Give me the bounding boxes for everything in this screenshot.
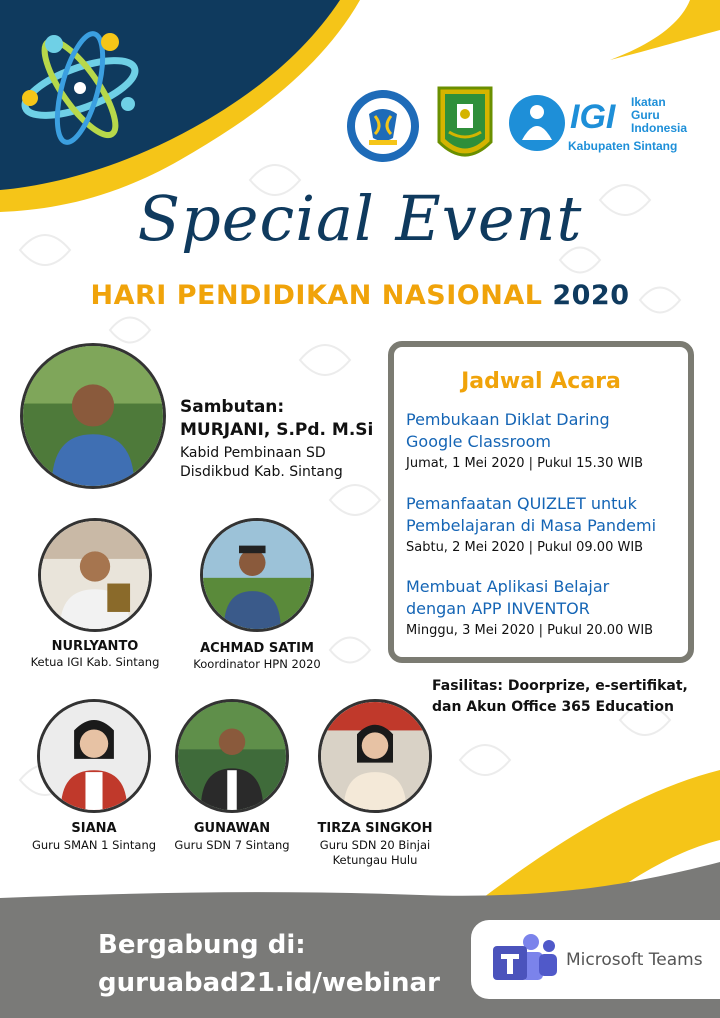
keynote-label: Sambutan: [180,397,285,417]
person-photo-icon [41,521,149,629]
schedule-time: Minggu, 3 Mei 2020 | Pukul 20.00 WIB [406,623,654,638]
join-label: Bergabung di: [98,930,306,960]
speaker-photo [200,518,314,632]
speaker-role: Guru SMAN 1 Sintang [31,838,157,852]
schedule-title: Jadwal Acara [461,369,621,394]
igi-line-1: Ikatan [631,95,666,109]
igi-line-3: Indonesia [631,121,688,135]
speaker-role: Ketua IGI Kab. Sintang [30,655,160,669]
igi-mark: IGI [570,98,616,136]
speaker-name: NURLYANTO [51,639,139,654]
join-url[interactable]: guruabad21.id/webinar [98,968,440,998]
speaker-photo [38,518,152,632]
igi-line-4: Kabupaten Sintang [568,139,678,153]
speaker-name: ACHMAD SATIM [200,641,314,656]
speaker-role: Guru SDN 7 Sintang [174,838,290,852]
speaker-photo [37,699,151,813]
teams-label: Microsoft Teams [566,950,703,970]
schedule-box [388,341,694,663]
speaker-name: TIRZA SINGKOH [317,821,433,836]
speaker-role: Koordinator HPN 2020 [193,657,321,671]
facilities-line: Fasilitas: Doorprize, e-sertifikat, [432,678,688,694]
speaker-role-line: Guru SDN 20 Binjai [319,838,431,852]
schedule-item [406,493,688,555]
join-info [98,926,440,1002]
speaker-name: GUNAWAN [193,821,271,836]
person-photo-icon [178,702,286,810]
tut-wuri-handayani-logo [345,88,421,164]
title-special-event: Special Event [137,182,583,255]
kabupaten-sintang-crest [435,84,495,166]
speaker-role-line: Ketungau Hulu [332,853,418,867]
schedule-item [406,576,688,638]
keynote-photo [20,343,166,489]
keynote-role-line: Kabid Pembinaan SD [180,445,326,461]
schedule-item [406,409,688,471]
schedule-event-line: Google Classroom [406,432,551,451]
atom-logo [16,26,144,146]
facilities-line: dan Akun Office 365 Education [432,699,674,715]
microsoft-teams-icon [491,932,559,988]
person-photo-icon [40,702,148,810]
facilities [432,676,712,718]
schedule-event-line: Pembukaan Diklat Daring [406,410,610,429]
person-photo-icon [321,702,429,810]
teams-card [471,920,720,999]
keynote-name: MURJANI, S.Pd. M.Si [180,420,374,440]
schedule-time: Jumat, 1 Mei 2020 | Pukul 15.30 WIB [406,456,644,471]
schedule-event-line: dengan APP INVENTOR [406,599,590,618]
speaker-role [290,838,460,868]
speaker-name: SIANA [71,821,117,836]
schedule-event-line: Pembelajaran di Masa Pandemi [406,516,657,535]
igi-line-2: Guru [631,108,660,122]
person-photo-icon [203,521,311,629]
igi-emblem-icon [508,94,566,152]
title-hardiknas [0,280,720,311]
igi-logo [508,92,708,158]
keynote-role [180,444,380,482]
schedule-time: Sabtu, 2 Mei 2020 | Pukul 09.00 WIB [406,540,644,555]
title-sub-main: HARI PENDIDIKAN NASIONAL [90,280,543,311]
schedule-event-line: Membuat Aplikasi Belajar [406,577,610,596]
title-sub-year: 2020 [552,280,630,311]
speaker-photo [175,699,289,813]
schedule-event-line: Pemanfaatan QUIZLET untuk [406,494,637,513]
keynote-role-line: Disdikbud Kab. Sintang [180,464,343,480]
person-photo-icon [23,346,163,486]
speaker-photo [318,699,432,813]
